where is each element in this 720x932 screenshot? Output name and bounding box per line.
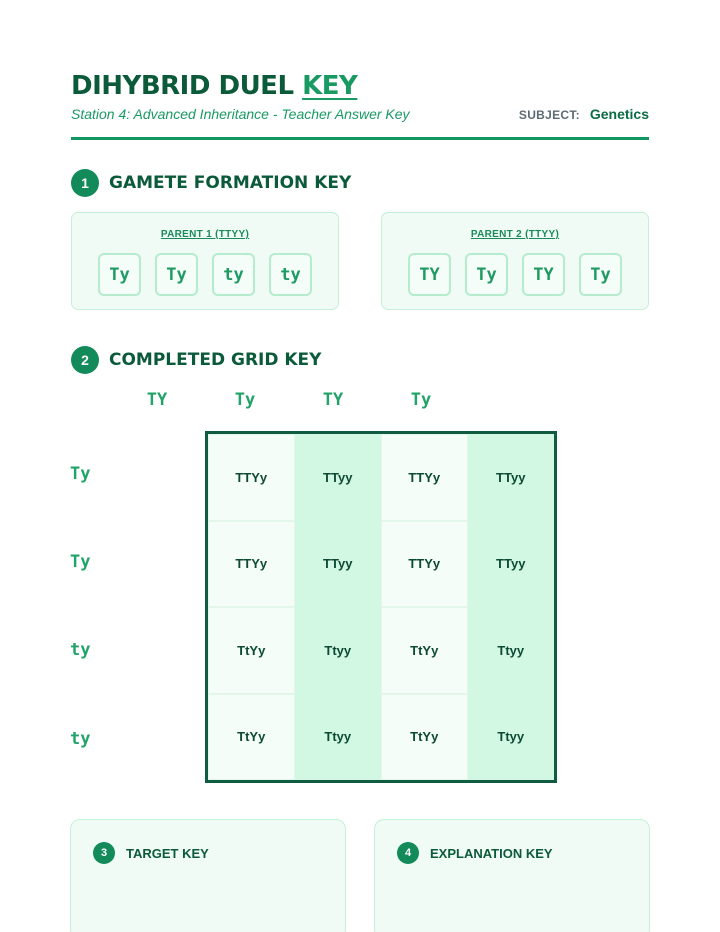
grid-cell: Ttyy [295, 607, 382, 694]
row-header: ty [70, 640, 91, 660]
grid-cell: TTyy [295, 521, 382, 608]
section-3-title: TARGET KEY [126, 845, 209, 861]
title-key: KEY [302, 71, 358, 101]
parent-1-label: PARENT 1 (TTYY) [160, 229, 250, 240]
grid-cell: TtYy [381, 694, 468, 781]
grid-cell: TtYy [208, 694, 295, 781]
grid-cell: Ttyy [295, 694, 382, 781]
subject-field [519, 106, 649, 122]
section-4-title: EXPLANATION KEY [430, 845, 553, 861]
page-title [71, 70, 649, 102]
parent-2-gamete: TY [522, 253, 565, 296]
grid-cell: TTYy [381, 434, 468, 521]
subject-label: SUBJECT: [518, 108, 580, 122]
grid-cell: TTyy [295, 434, 382, 521]
row-header: Ty [70, 464, 91, 484]
grid-cell: TTYy [208, 521, 295, 608]
grid-cell: TTyy [468, 521, 555, 608]
subject-value: Genetics [589, 106, 649, 122]
parent-1-gamete: Ty [155, 253, 198, 296]
grid-cell: TTYy [381, 521, 468, 608]
parent-2-gamete: Ty [465, 253, 508, 296]
parent-2-label: PARENT 2 (TTYY) [470, 229, 560, 240]
row-header: Ty [70, 552, 91, 572]
section-3-number: 3 [93, 842, 115, 864]
section-1-title: GAMETE FORMATION KEY [109, 173, 352, 193]
worksheet-header [71, 70, 649, 126]
parent-2-gamete: Ty [579, 253, 622, 296]
header-divider [71, 137, 649, 140]
explanation-key-card [374, 819, 650, 932]
section-2-title: COMPLETED GRID KEY [109, 350, 322, 370]
target-key-card [70, 819, 346, 932]
grid-cell: Ttyy [468, 694, 555, 781]
punnett-square [205, 431, 557, 783]
column-header: Ty [410, 390, 432, 410]
parent-2-box [381, 212, 649, 310]
row-header: ty [70, 729, 91, 749]
column-header: Ty [234, 390, 256, 410]
grid-cell: TTYy [208, 434, 295, 521]
parent-1-gamete: ty [212, 253, 255, 296]
page-subtitle: Station 4: Advanced Inheritance - Teacher Answer Key [71, 106, 410, 122]
grid-cell: TtYy [381, 607, 468, 694]
section-2-heading [71, 346, 321, 374]
grid-cell: TtYy [208, 607, 295, 694]
column-header: TY [146, 390, 168, 410]
grid-cell: Ttyy [468, 607, 555, 694]
column-header: TY [322, 390, 344, 410]
section-2-number: 2 [71, 346, 99, 374]
title-main: DIHYBRID DUEL [71, 71, 294, 101]
parent-1-gamete: ty [269, 253, 312, 296]
section-4-number: 4 [397, 842, 419, 864]
section-1-heading [71, 169, 351, 197]
parent-1-gamete: Ty [98, 253, 141, 296]
section-1-number: 1 [71, 169, 99, 197]
parent-1-box [71, 212, 339, 310]
grid-cell: TTyy [468, 434, 555, 521]
parent-2-gamete: TY [408, 253, 451, 296]
